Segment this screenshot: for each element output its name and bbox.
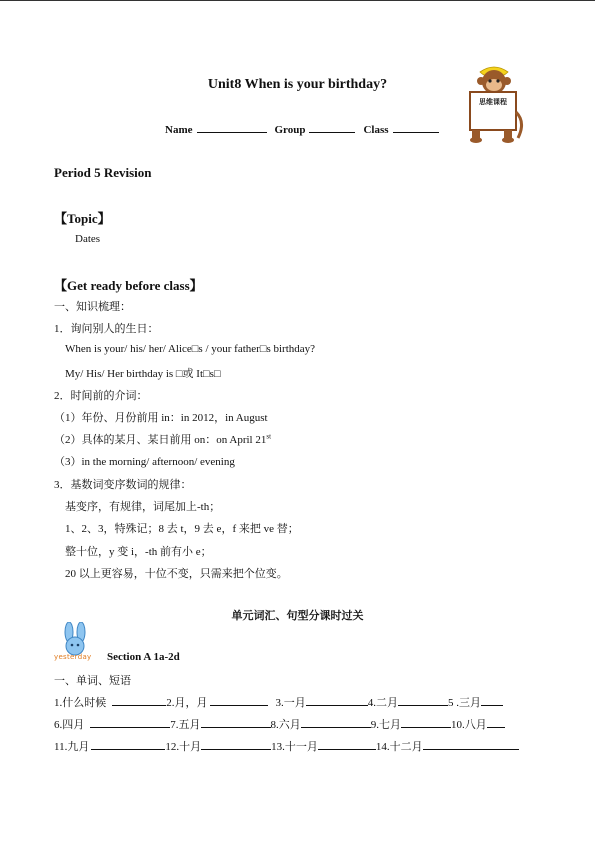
page-title: Unit8 When is your birthday? xyxy=(207,77,388,92)
vocab-item: 8.六月 xyxy=(271,716,371,732)
group-blank[interactable] xyxy=(309,122,355,133)
vocab-item: 13.十一月 xyxy=(271,738,376,754)
vocab-row-3 xyxy=(54,738,519,754)
ready-line-12: 整十位，y 变 i，-th 前有小 e； xyxy=(65,546,212,558)
vocab-item: 7.五月 xyxy=(170,716,270,732)
section-title: 单元词汇、句型分课时过关 xyxy=(231,610,364,622)
ready-line-11: 1、2、3，特殊记；8 去 t，9 去 e，f 来把 ve 替； xyxy=(65,523,299,535)
vocab-item: 5 .三月 xyxy=(448,694,503,710)
vocab-heading: 一、单词、短语 xyxy=(54,675,131,687)
ready-line-7 xyxy=(54,431,271,447)
vocab-item: 12.十月 xyxy=(165,738,271,754)
class-label: Class xyxy=(363,124,389,136)
ready-line-7-text: （2）具体的某月、某日前用 on：on April 21 xyxy=(54,434,267,446)
class-blank[interactable] xyxy=(393,122,439,133)
ready-line-2: 1．询问别人的生日： xyxy=(54,323,159,335)
ready-line-10: 基变序，有规律，词尾加上-th； xyxy=(65,501,221,513)
topic-text: Dates xyxy=(75,233,101,245)
vocab-item: 9.七月 xyxy=(371,716,451,732)
logo-label: 思维课程 xyxy=(479,98,507,106)
vocab-blank[interactable] xyxy=(423,740,519,750)
ready-line-4: My/ His/ Her birthday is □或 It□s□ xyxy=(65,368,221,380)
rabbit-logo-icon xyxy=(54,622,98,664)
vocab-blank[interactable] xyxy=(301,718,371,728)
ready-line-9: 3．基数词变序数词的规律： xyxy=(54,479,192,491)
name-label: Name xyxy=(165,124,193,136)
vocab-row-2 xyxy=(54,716,505,732)
vocab-blank[interactable] xyxy=(210,696,268,706)
period-heading: Period 5 Revision xyxy=(54,165,152,180)
ready-line-7-sup: st xyxy=(266,432,272,441)
ready-line-13: 20 以上更容易，十位不变，只需来把个位变。 xyxy=(65,568,288,580)
vocab-blank[interactable] xyxy=(481,696,503,706)
vocab-item: 14.十二月 xyxy=(376,738,519,754)
vocab-row-1 xyxy=(54,694,503,710)
vocab-blank[interactable] xyxy=(306,696,368,706)
vocab-blank[interactable] xyxy=(91,740,165,750)
vocab-blank[interactable] xyxy=(112,696,166,706)
vocab-blank[interactable] xyxy=(487,718,505,728)
vocab-blank[interactable] xyxy=(398,696,448,706)
vocab-blank[interactable] xyxy=(90,718,170,728)
vocab-item: 3.一月 xyxy=(276,694,368,710)
vocab-blank[interactable] xyxy=(201,740,271,750)
ready-line-8: （3）in the morning/ afternoon/ evening xyxy=(54,456,235,468)
rabbit-logo-text: yesterday xyxy=(54,653,92,661)
vocab-item: 4.二月 xyxy=(368,694,448,710)
vocab-blank[interactable] xyxy=(201,718,271,728)
vocab-item: 1.什么时候 xyxy=(54,694,166,710)
ready-line-5: 2．时间前的介词： xyxy=(54,390,148,402)
ready-line-6: （1）年份、月份前用 in：in 2012，in August xyxy=(54,412,268,424)
top-border xyxy=(0,0,595,1)
topic-heading: 【Topic】 xyxy=(54,211,111,226)
monkey-logo-icon xyxy=(462,62,526,144)
vocab-item: 2.月，月 xyxy=(166,694,267,710)
section-a-title: Section A 1a-2d xyxy=(107,651,180,663)
vocab-item: 11.九月 xyxy=(54,738,165,754)
student-info-line xyxy=(165,122,447,136)
group-label: Group xyxy=(274,124,306,136)
vocab-item: 6.四月 xyxy=(54,716,170,732)
vocab-blank[interactable] xyxy=(318,740,376,750)
ready-heading: 【Get ready before class】 xyxy=(54,278,203,293)
ready-line-3: When is your/ his/ her/ Alice□s / your father□s birthday? xyxy=(65,343,316,355)
vocab-blank[interactable] xyxy=(401,718,451,728)
vocab-item: 10.八月 xyxy=(451,716,505,732)
ready-line-1: 一、知识梳理： xyxy=(54,301,131,313)
name-blank[interactable] xyxy=(197,122,267,133)
